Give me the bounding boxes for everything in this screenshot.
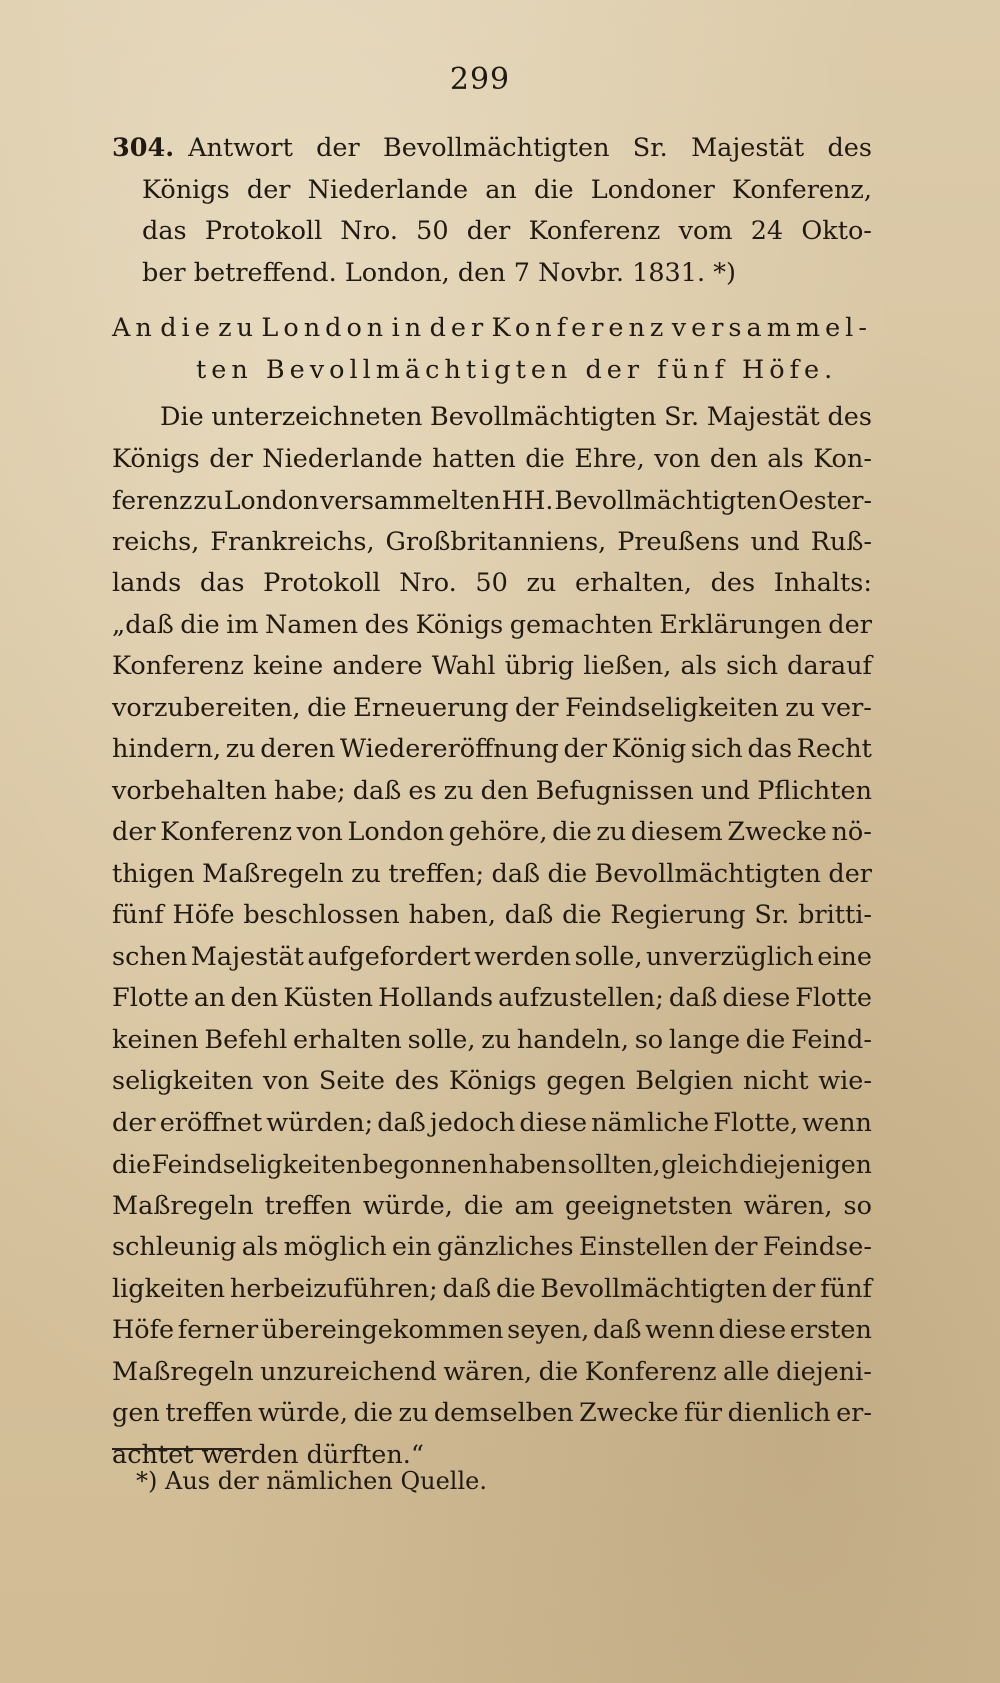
word: Konferenz [112,651,244,681]
word: nämliche [591,1107,710,1138]
word: Sr. [632,133,668,163]
word: Flotte [795,983,872,1013]
body-line [112,605,872,647]
word: würden; [266,1107,374,1138]
body-line [112,1227,872,1269]
word: diejenigen [739,1150,872,1179]
body-line [112,1269,872,1311]
body-line [112,1310,872,1352]
word: lands [112,568,182,598]
word: Protokoll [204,216,323,246]
body-line [112,978,872,1020]
page-number: 299 [449,62,511,97]
document-text [112,128,872,1476]
word: habe; [274,775,346,806]
word: eine [817,941,872,972]
word: die [552,817,592,847]
word: in [391,313,427,343]
word: reichs, [112,526,200,557]
word: Bevollmächtigten [430,402,657,432]
word: erhalten, [575,568,692,598]
word: keinen [112,1024,199,1055]
word: zu [225,734,256,764]
word: der [316,133,360,163]
spacer [112,294,872,308]
word: die [353,1398,394,1428]
word: Hollands [378,983,494,1013]
word: Sr. [664,402,700,432]
word: daß [504,900,554,930]
word: Großbritanniens, [385,526,607,557]
word: Pflichten [757,775,872,806]
word: Okto- [801,216,872,246]
word: gen [112,1398,160,1428]
word: Feindse- [762,1232,872,1262]
word: ferenz [112,486,193,515]
word: 50 [416,216,449,246]
word: Befugnissen [535,775,694,806]
word: sich [726,651,779,681]
word: der [112,817,156,847]
word: zu [526,568,557,598]
word: würde, [362,1190,453,1221]
address-line: ten Bevollmächtigten der fünf Höfe. [196,354,838,385]
word: Bevollmächtigten [554,486,778,515]
body-line [112,480,872,522]
word: von [296,817,343,847]
word: des [710,568,756,598]
word: sich [690,734,743,764]
word: Erklärungen [659,609,822,640]
word: der [563,734,608,764]
word: die [180,609,220,640]
word: andere [332,651,423,681]
word: Majestät [706,402,820,432]
word: beschlossen [243,900,400,930]
word: thigen [112,858,195,889]
word: die [538,1356,579,1387]
word: herbeizuführen; [229,1273,438,1304]
body-line [112,812,872,854]
word: Nro. [340,216,398,246]
word: alle [723,1356,770,1387]
word: Flotte, [713,1107,799,1138]
word: lange [668,1024,741,1055]
word: Zwecke [579,1398,679,1428]
word: die [112,1150,151,1179]
footnote: *) Aus der nämlichen Quelle. [136,1467,487,1495]
word: Seite [318,1066,385,1096]
word: Londoner [590,174,715,205]
word: daß [668,983,718,1013]
word: unterzeichneten [211,402,423,432]
word: der [429,313,489,343]
word: Zwecke [727,817,827,847]
word: haben [488,1150,567,1179]
address-line [112,308,872,350]
word: unzureichend [260,1356,437,1387]
body-line [112,771,872,813]
word: Maßregeln [112,1356,254,1387]
word: und [700,775,751,806]
word: Belgien [635,1066,734,1096]
word: Konferenz [584,1356,717,1387]
word: die [562,900,602,930]
word: die [463,1190,504,1221]
word: aufgefordert [307,941,471,972]
word: Königs [112,443,200,474]
word: die [745,1024,786,1055]
word: gehöre, [448,817,548,847]
word: Königs [415,609,504,640]
word: An [112,313,157,343]
word: treffen [264,1190,352,1221]
word: Majestät [691,133,805,163]
word: versammel- [671,313,872,343]
word: als [680,651,717,681]
word: im [226,609,259,640]
word: am [514,1190,554,1221]
word: Feindseligkeiten [565,692,779,723]
word: diejeni- [776,1356,872,1387]
word: übereingekommen [261,1315,504,1345]
word: eröffnet [159,1107,263,1138]
word: Befehl [204,1024,288,1055]
body-line [112,1186,872,1228]
word: treffen [165,1398,253,1428]
word: Königs [448,1066,537,1096]
word: die [534,174,574,205]
word: Namen [264,609,359,640]
word: Konferenz [491,313,669,343]
word: daß [491,858,541,889]
word: der [466,216,511,246]
word: versammelten [320,486,501,515]
word: Ehre, [574,443,645,474]
word: Niederlande [307,174,469,205]
word: Konferenz, [732,174,872,205]
word: vorzubereiten, [112,692,301,723]
word: jedoch [429,1107,516,1138]
footnote-divider [112,1448,242,1450]
word: daß [352,775,402,806]
word: Preußens [617,526,740,557]
word: haben, [408,900,497,930]
word: keine [252,651,324,681]
word: solle, [407,1024,476,1055]
word: geeignetsten [564,1190,733,1221]
word: ligkeiten [112,1273,226,1304]
word: „daß [112,609,174,640]
word: Konferenz [160,817,293,847]
word: an [485,174,517,205]
word: des [364,609,410,640]
word: des [827,402,872,432]
word: ließen, [583,651,672,681]
word: vorbehalten [112,775,267,806]
word: gänzliches [437,1232,574,1262]
heading-line [112,170,872,212]
word: Antwort [188,133,293,163]
word: die [307,692,347,723]
word: fünf [112,900,164,930]
word: schleunig [112,1232,237,1262]
word: Recht [796,734,872,764]
body-line [112,1061,872,1103]
word: übrig [504,651,575,681]
word: London [261,313,389,343]
word: das [199,568,245,598]
word: Niederlande [262,443,423,474]
word: ver- [821,692,872,723]
word: von [263,1066,310,1096]
word: der [112,1107,156,1138]
word: 50 [475,568,508,598]
word: seligkeiten [112,1066,254,1096]
body-line [112,397,872,439]
word: Bevollmächtigten [383,133,610,163]
word: darauf [787,651,872,681]
heading-text [174,128,872,170]
word: der [209,443,253,474]
word: der [514,692,559,723]
word: zu [351,858,381,889]
body-line [112,439,872,481]
word: des [827,133,872,163]
word: zu [398,1398,429,1428]
word: Maßregeln [112,1190,254,1221]
word: daß [442,1273,492,1304]
word: London [223,486,320,515]
word: daß [592,1315,642,1345]
word: Wiedereröffnung [339,734,559,764]
word: handeln, [516,1024,629,1055]
word: Sr. [754,900,790,930]
word: Ruß- [810,526,872,557]
word: Konferenz [528,216,661,246]
word: zu [443,775,474,806]
word: Erneuerung [353,692,509,723]
word: zu [785,692,816,723]
word: Königs [142,174,230,205]
word: Feind- [791,1024,872,1055]
word: die [525,443,565,474]
word: demselben [433,1398,574,1428]
word: Kon- [813,443,872,474]
word: fünf [820,1273,872,1304]
heading-line: ber betreffend. London, den 7 Novbr. 1831. *) [142,257,736,288]
body-line [112,729,872,771]
word: nicht [743,1066,809,1096]
body-line [112,937,872,979]
word: sollten, [567,1150,661,1179]
word: Bevollmächtigten [594,858,821,889]
word: gemachten [509,609,653,640]
word: Protokoll [263,568,381,598]
word: hindern, [112,734,222,764]
word: 24 [750,216,784,246]
word: Die [160,402,204,432]
body-line [112,646,872,688]
word: werden [474,941,572,972]
word: aufzustellen; [498,983,664,1013]
word: Regierung [610,900,746,930]
word: unverzüglich [645,941,814,972]
word: ein [391,1232,432,1262]
word: diesem [630,817,723,847]
word: HH. [501,486,554,515]
word: den [230,983,279,1013]
word: britti- [798,900,872,930]
word: Bevollmächtigten [540,1273,767,1304]
word: London [347,817,445,847]
word: der [828,609,872,640]
word: König [611,734,687,764]
word: das [142,216,187,246]
word: ersten [789,1315,872,1345]
word: diese [519,1107,588,1138]
word: treffen; [388,858,485,889]
body-line [112,522,872,564]
body-line [112,1144,872,1186]
word: ferner [177,1315,259,1345]
word: zu [218,313,259,343]
word: zu [481,1024,512,1055]
word: wären, [443,1356,533,1387]
word: die [547,858,588,889]
word: Maßregeln [202,858,344,889]
body-line [112,854,872,896]
word: der [713,1232,758,1262]
word: der [771,1273,816,1304]
word: die [160,313,215,343]
word: das [747,734,793,764]
word: daß [377,1107,426,1138]
word: Höfe [112,1315,175,1345]
word: so [843,1190,872,1221]
word: hatten [432,443,516,474]
word: als [767,443,804,474]
word: als [241,1232,279,1262]
word: seyen, [507,1315,590,1345]
word: diese [722,983,791,1013]
word: und [750,526,800,557]
word: es [408,775,437,806]
word: des [394,1066,440,1096]
body-line [112,1393,872,1435]
body-line [112,1020,872,1062]
word: begonnen [362,1150,488,1179]
word: Majestät [190,941,304,972]
word: der [828,858,872,889]
word: von [654,443,701,474]
word: den [709,443,758,474]
word: gegen [546,1066,626,1096]
word: Flotte [112,983,189,1013]
word: gleich [661,1150,739,1179]
body-line [112,1103,872,1145]
body-line [112,688,872,730]
body-line [112,563,872,605]
word: Einstellen [578,1232,709,1262]
word: deren [260,734,336,764]
heading-number: 304. [112,133,175,163]
word: der [246,174,291,205]
word: erhalten [293,1024,402,1055]
word: Nro. [399,568,457,598]
word: Wahl [431,651,496,681]
word: schen [112,941,188,972]
word: den [480,775,529,806]
heading-line-1 [112,128,872,170]
word: dienlich [727,1398,831,1428]
body-line: achtet werden dürften.“ [112,1439,424,1470]
word: wenn [802,1107,872,1138]
word: Frankreichs, [210,526,375,557]
word: solle, [574,941,643,972]
word: Oester- [778,486,872,515]
body-line [112,1352,872,1394]
word: Feindseligkeiten [151,1150,362,1179]
word: an [193,983,226,1013]
word: so [634,1024,664,1055]
body-line [112,895,872,937]
word: Höfe [172,900,235,930]
word: wären, [743,1190,833,1221]
word: die [495,1273,536,1304]
word: diese [718,1315,787,1345]
word: wenn [645,1315,715,1345]
word: vom [678,216,733,246]
heading-line [112,211,872,253]
word: wie- [818,1066,872,1096]
word: nö- [831,817,872,847]
word: er- [836,1398,872,1428]
word: für [684,1398,723,1428]
word: zu [193,486,223,515]
word: Inhalts: [773,568,872,598]
word: möglich [283,1232,387,1262]
word: Küsten [283,983,374,1013]
word: würde, [257,1398,348,1428]
word: zu [596,817,627,847]
